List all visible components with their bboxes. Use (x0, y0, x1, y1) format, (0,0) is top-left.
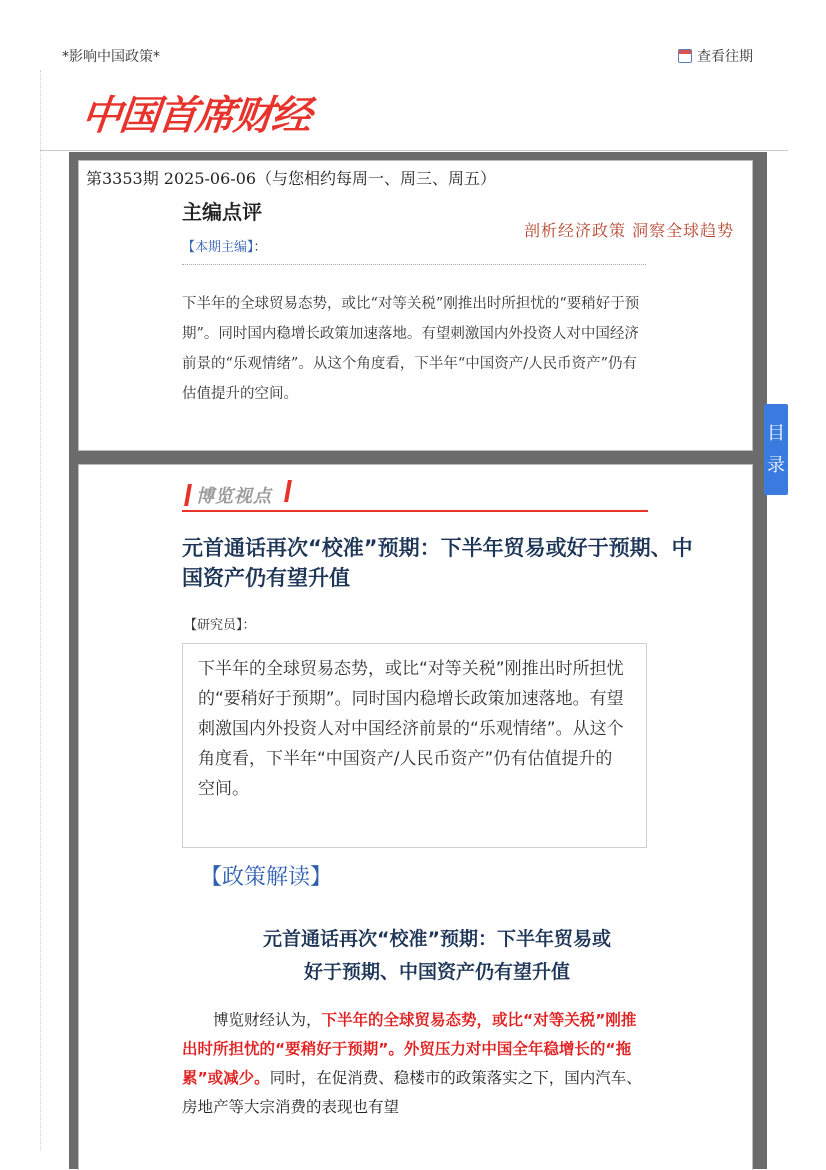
body-intro: 博览财经认为， (213, 1011, 322, 1029)
header-divider (40, 150, 788, 151)
toc-char-1: 目 (767, 422, 785, 444)
editor-summary: 下半年的全球贸易态势，或比“对等关税”刚推出时所担忧的“要稍好于预期”。同时国内稳增长政策加速落地。有望刺激国内外投资人对中国经济前景的“乐观情绪”。从这个角度看，下半年“中国资产/人民币资产”仍有估值提升的空间。 (182, 296, 640, 402)
section-label: 博览视点 (196, 486, 272, 507)
slogan: 剖析经济政策 洞察全球趋势 (524, 221, 735, 240)
article-title: 元首通话再次“校准”预期：下半年贸易或好于预期、中国资产仍有望升值 (182, 536, 693, 590)
header-tagline: *影响中国政策* (62, 49, 160, 65)
quote-text: 下半年的全球贸易态势，或比“对等关税”刚推出时所担忧的“要稍好于预期”。同时国内稳增长政策加速落地。有望刺激国内外投资人对中国经济前景的“乐观情绪”。从这个角度看，下半年“中国资产/人民币资产”仍有估值提升的空间。 (198, 659, 624, 799)
body-rest: 同时，在促消费、稳楼市的政策落实之下，国内汽车、房地产等大宗消费的表现也有望 (182, 1069, 642, 1116)
archive-label: 查看往期 (697, 49, 753, 65)
editor-label (182, 236, 267, 255)
policy-title (182, 923, 692, 989)
issue-info: 第3353期 2025-06-06（与您相约每周一、周三、周五） (86, 169, 497, 188)
archive-link[interactable] (678, 46, 753, 66)
brand-logo: 中国首席财经 (79, 93, 313, 139)
editor-tag: 【本期主编】 (182, 240, 254, 255)
editor-suffix: ： (253, 240, 267, 255)
body-highlight: 下半年的全球贸易态势，或比“对等关税”刚推出时所担忧的“要稍好于预期”。外贸压力对中国全年稳增长的“拖累”或减少。 (182, 1011, 637, 1087)
policy-section-label: 【政策解读】 (200, 865, 333, 890)
editor-section-title: 主编点评 (182, 200, 262, 224)
section-accent-right (284, 480, 292, 502)
dotted-divider (182, 264, 646, 265)
toc-button[interactable] (764, 404, 788, 495)
policy-title-line-2: 好于预期、中国资产仍有望升值 (303, 961, 570, 983)
researcher-label: 【研究员】： (184, 618, 256, 633)
toc-char-2: 录 (767, 454, 785, 476)
section-accent-left (184, 484, 192, 506)
policy-title-line-1: 元首通话再次“校准”预期：下半年贸易或 (263, 928, 611, 950)
calendar-icon (678, 49, 692, 63)
body-paragraph (182, 1006, 644, 1122)
page-margin-guide (40, 70, 41, 1150)
section-header (182, 478, 648, 512)
